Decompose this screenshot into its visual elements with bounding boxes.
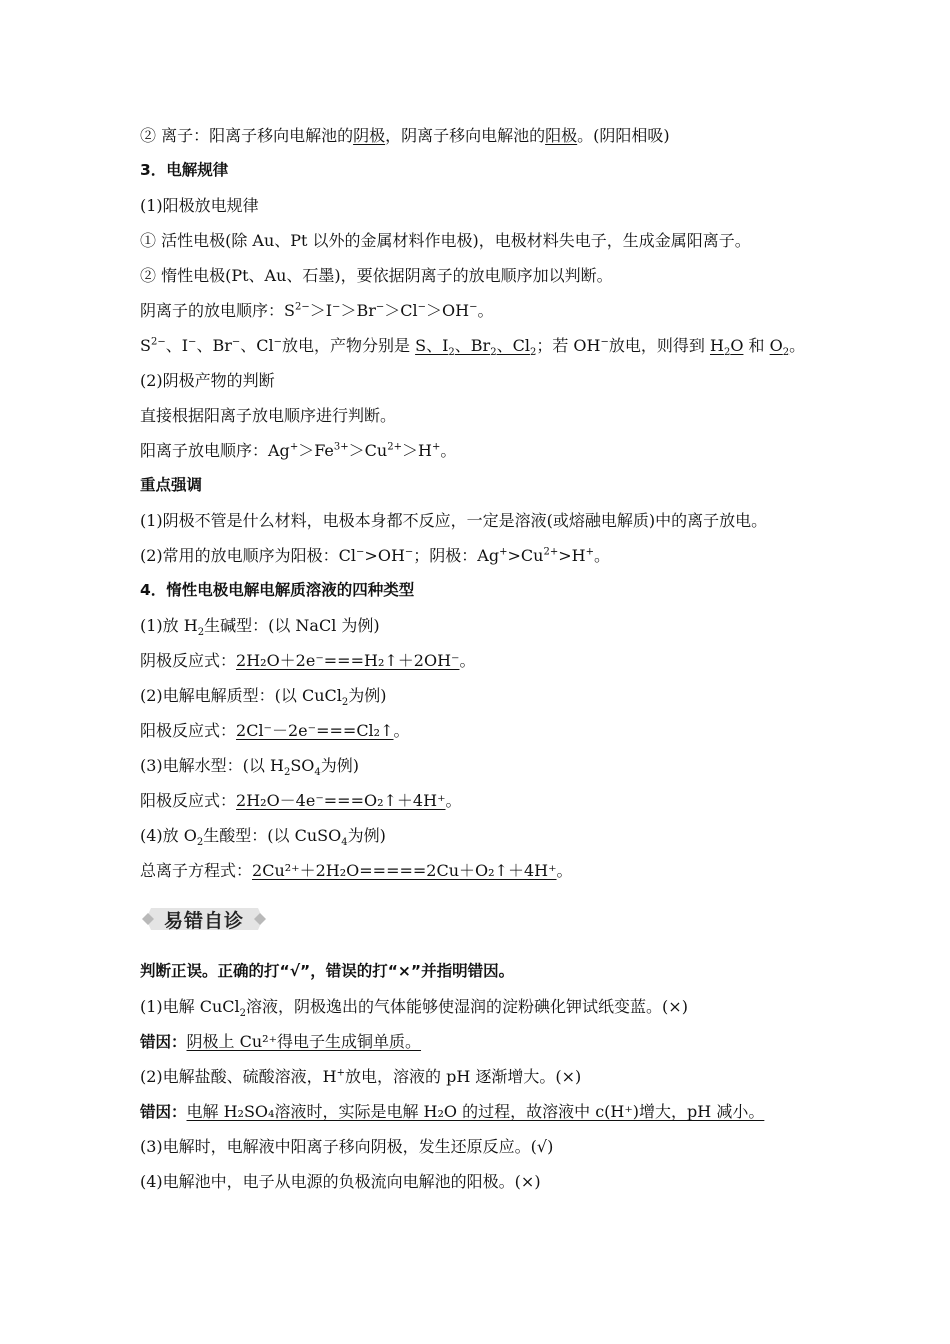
ion-migration-line: ② 离子：阳离子移向电解池的阴极，阴离子移向电解池的阳极。(阴阳相吸) (140, 126, 670, 145)
type-2-equation: 阳极反应式：2Cl⁻－2e⁻===Cl₂↑。 (140, 721, 410, 740)
answer-water: $H_2O$ (709, 336, 744, 359)
key-point-1: (1)阴极不管是什么材料，电极本身都不反应，一定是溶液(或熔融电解质)中的离子放电。 (140, 511, 768, 530)
anion-products-line: $S^{2-}$、I−、Br−、Cl−放电，产物分别是 S、$I_2$、$Br_2$、$Cl_2$；若 OH−放电，则得到 $H_2O$ 和 $O_2$。 (140, 336, 806, 359)
badge-label: 易错自诊 (163, 909, 244, 932)
document-page (140, 118, 820, 1199)
type-3-title: (3)电解水型：(以 $H_2SO_4$为例) (140, 756, 360, 779)
type-3-equation: 阳极反应式：2H₂O－4e⁻===O₂↑＋4H⁺。 (140, 791, 462, 810)
answer-oxygen: $O_2$ (769, 336, 790, 359)
answer-anode: 阳极 (545, 126, 578, 145)
type-1-title: (1)放 $H_2$生碱型：(以 NaCl 为例) (140, 616, 380, 639)
answer-cathode: 阴极 (353, 126, 386, 145)
self-check-banner (140, 888, 820, 954)
anion-order-line: 阴离子的放电顺序：$S^{2-}>I^->Br^->Cl^->OH^-$。 (140, 301, 494, 320)
inert-electrode-line: ② 惰性电极(Pt、Au、石墨)，要依据阴离子的放电顺序加以判断。 (140, 266, 613, 285)
type-4-equation: 总离子方程式：2Cu²⁺＋2H₂O=====2Cu＋O₂↑＋4H⁺。 (140, 861, 573, 880)
active-electrode-line: ① 活性电极(除 Au、Pt 以外的金属材料作电极)，电极材料失电子，生成金属阳离子。 (140, 231, 751, 250)
cathode-product-title: (2)阴极产物的判断 (140, 371, 275, 390)
key-points-heading: 重点强调 (140, 476, 203, 494)
self-check-badge (142, 904, 266, 934)
quiz-item-4: (4)电解池中，电子从电源的负极流向电解池的阳极。(×) (140, 1172, 541, 1191)
quiz-intro: 判断正误。正确的打“√”，错误的打“×”并指明错因。 (140, 962, 515, 980)
section-heading-3: 3．电解规律 (140, 161, 229, 179)
quiz-reason-1: 错因：阴极上 Cu²⁺得电子生成铜单质。 (140, 1032, 422, 1051)
quiz-item-3: (3)电解时，电解液中阳离子移向阴极，发生还原反应。(√) (140, 1137, 554, 1156)
anode-rule-title: (1)阳极放电规律 (140, 196, 259, 215)
cathode-judge-line: 直接根据阳离子放电顺序进行判断。 (140, 406, 397, 425)
quiz-item-1: (1)电解 CuCl$_2$溶液，阴极逸出的气体能够使湿润的淀粉碘化钾试纸变蓝。(×) (140, 997, 688, 1020)
key-point-2: (2)常用的放电顺序为阳极：Cl−>OH−；阴极：$Ag^+>Cu^{2+}>H^+$。 (140, 546, 610, 565)
answer-products: S、$I_2$、$Br_2$、$Cl_2$ (415, 336, 537, 359)
type-1-equation: 阴极反应式：2H₂O＋2e⁻===H₂↑＋2OH⁻。 (140, 651, 476, 670)
quiz-reason-2: 错因：电解 H₂SO₄溶液时，实际是电解 H₂O 的过程，故溶液中 c(H⁺)增大，pH 减小。 (140, 1102, 765, 1121)
cation-order-line: 阳离子放电顺序：$Ag^+>Fe^{3+}>Cu^{2+}>H^+$。 (140, 441, 457, 460)
type-2-title: (2)电解电解质型：(以 CuCl$_2$为例) (140, 686, 387, 709)
quiz-item-2: (2)电解盐酸、硫酸溶液，H+放电，溶液的 pH 逐渐增大。(×) (140, 1067, 582, 1086)
type-4-title: (4)放 $O_2$生酸型：(以 CuSO$_4$为例) (140, 826, 386, 849)
section-heading-4: 4．惰性电极电解电解质溶液的四种类型 (140, 581, 415, 599)
